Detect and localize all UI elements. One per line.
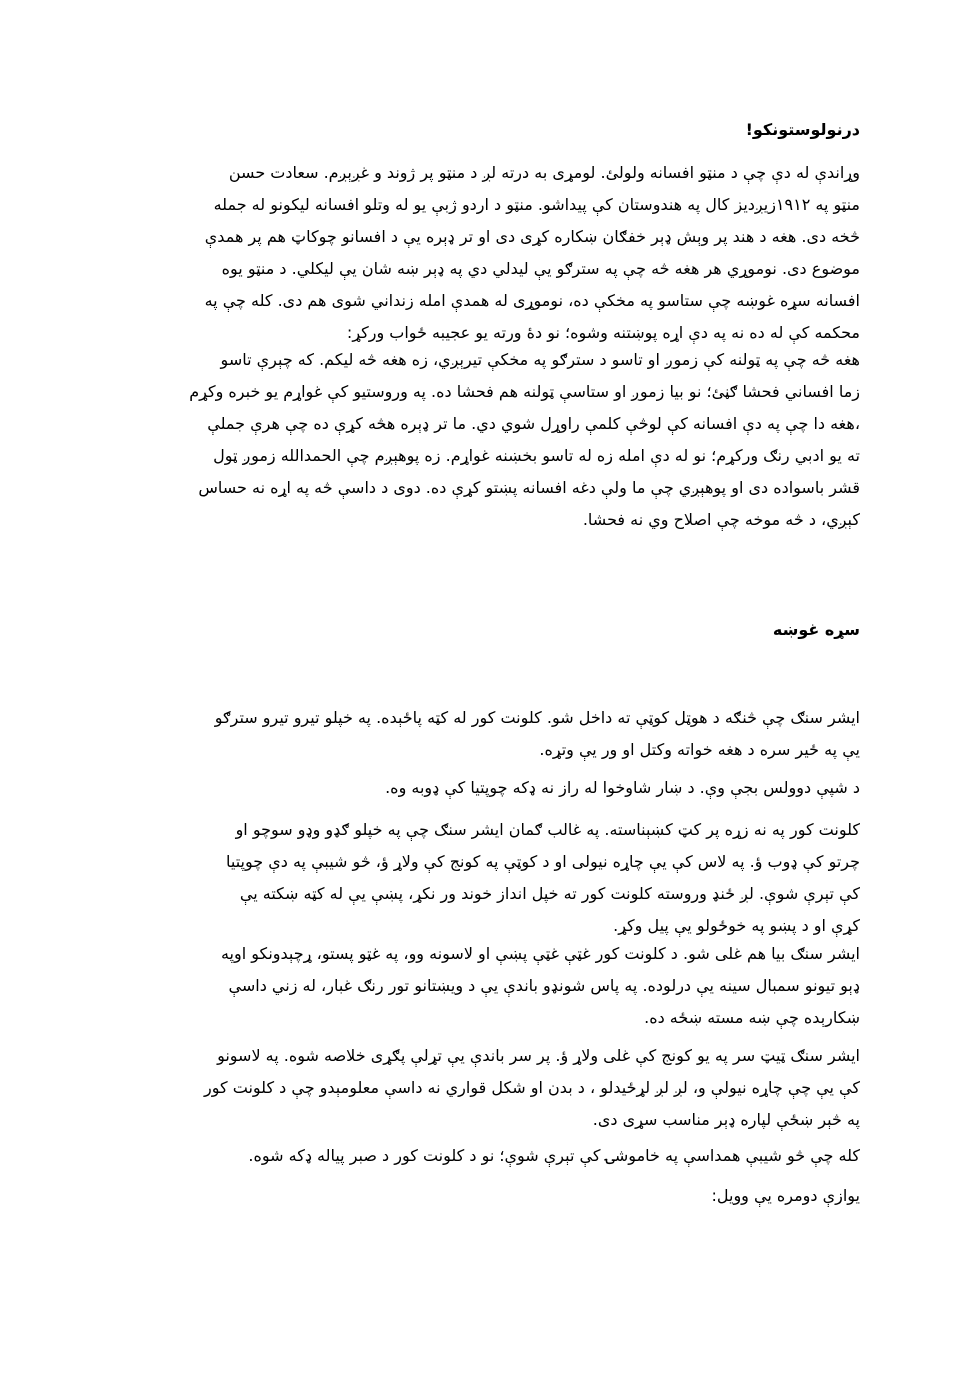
text-line: هغه څه چې په ټولنه کې زموږ او تاسو د سترګو په مخکې تیرېږي، زه هغه څه لیکم. که چېرې تاسو <box>220 350 860 369</box>
text-line: کې تېرې شوې. لږ ځنډ وروسته کلونت کور ته خپل انداز خوند ور نکړ، پښې یې له کټه ښکته یې <box>239 884 860 903</box>
story-paragraph-6 <box>118 1140 860 1172</box>
text-line: ،هغه دا چې په دې افسانه کې لوڅې کلمې راوړل شوي دي. ما تر ډېره هڅه کړې ده چې هرې جملې <box>207 414 860 433</box>
story-paragraph-2 <box>118 772 860 804</box>
text-line: کلونت کور په نه زړه پر کټ کښېناسته. په غالب ګمان ایشر سنګ چې په خپلو ګډو وډو سوچو او <box>235 820 860 839</box>
text-line: ډېو تیونو سمبال سینه یې درلوده. په پاس شونډو باندې یې د ویښتانو تور رنګ غبار، له زني داسې <box>228 976 860 995</box>
text-line: د شپې دوولس بجې وې. د ښار شاوخوا له راز نه ډکه چوپتیا کې ډوبه وه. <box>385 778 860 797</box>
intro-paragraph-1 <box>118 157 860 349</box>
story-paragraph-1 <box>118 702 860 766</box>
text-line: منټو په ۱۹۱۲زیږدیز کال په هندوستان کې پیداشو. منټو د اردو ژبې یو له وتلو افسانه لیکونو له جمله <box>213 195 860 214</box>
text-line: قشر باسواده دی او پوهېږي چې ما ولې دغه افسانه پښتو کړې ده. دوی د داسې څه په اړه نه حساس <box>198 478 860 497</box>
text-line: په څېر ښځې لپاره ډېر مناسب سړی دی. <box>592 1110 860 1129</box>
text-line: ته یو ادبي رنګ ورکړم؛ نو له دې امله زه له تاسو بخښنه غواړم. زه پوهېږم چې الحمدالله زموږ ټول <box>213 446 860 465</box>
text-line: یوازې دومره یې وویل: <box>711 1186 860 1205</box>
text-line: کې یې چې چاړه نیولې و، لږ لږ لړځیدلو ، د بدن او شکل قواري نه داسې معلومېدو چې د کلونت کور <box>204 1078 860 1097</box>
text-line: ایشر سنګ چې څنګه د هوټل کوټې ته داخل شو. کلونت کور له کټه پاځېده. په خپلو تیرو تیرو سترګو <box>214 708 860 727</box>
text-line: محکمه کې له ده نه په دې اړه پوښتنه وشوه؛ نو دهٔ ورته یو عجیبه ځواب ورکړ: <box>346 323 860 342</box>
text-line: ایشر سنګ ټیټ سر په یو کونج کې غلی ولاړ ؤ. پر سر باندې یې تړلې پګړی خلاصه شوه. په لاسونو <box>217 1046 860 1065</box>
text-line: ایشر سنګ بیا هم غلی شو. د کلونت کور غټې غټې پښې او لاسونه وو، په غټو پستو، ړچېدونکو اوپه <box>220 944 860 963</box>
section-title-readers: درنولوستونکو! <box>745 120 860 139</box>
story-paragraph-5 <box>118 1040 860 1136</box>
text-line: کله چې څو شیبې همداسې په خاموشۍ کې تېرې شوې؛ نو د کلونت کور د صبر پیاله ډکه شوه. <box>248 1146 860 1165</box>
text-line: افسانه سړه غوښه چې ستاسو په مخکې ده، نوموړی له همدې امله زنداني شوی هم دی. کله چې په <box>204 291 860 310</box>
text-line: موضوع دی. نوموړي هر هغه څه چې په سترګو یې لیدلي دي په ډېر ښه شان یې لیکلي. د منټو یوه <box>221 259 860 278</box>
story-paragraph-3 <box>118 814 860 942</box>
text-line: ښکارېده چې ښه مسته ښځه ده. <box>644 1008 860 1027</box>
intro-paragraph-2 <box>118 344 860 536</box>
text-line: چرتو کې ډوب ؤ. په لاس کې یې چاړه نیولی او د کوټې په کونج کې ولاړ ؤ، څو شیبې په دې چوپتیا <box>225 852 860 871</box>
text-line: زما افساني فحشا ګڼئ؛ نو بیا زموږ او ستاسې ټولنه هم فحشا ده. په وروستیو کې غواړم یو خبره وکړم <box>189 382 860 401</box>
story-paragraph-7 <box>118 1180 860 1212</box>
story-title: سړه غوښه <box>772 620 860 639</box>
text-line: کړې او د پښو په خوځولو یې پیل وکړ. <box>613 916 860 935</box>
text-line: وړاندې له دې چې د منټو افسانه ولولئ. لومړی به درته لږ د منټو پر ژوند و غږېږم. سعادت حسن <box>228 163 860 182</box>
story-paragraph-4 <box>118 938 860 1034</box>
text-line: کېږي، د څه موخه چې اصلاح وي نه فحشا. <box>582 510 860 529</box>
text-line: یې په ځیر سره د هغه خواته وکتل او ور یې وتړه. <box>539 740 860 759</box>
text-line: څخه دی. هغه د هند پر وېش ډېر خفګان ښکاره کړی دی او تر ډېره یې د افسانو چوکاټ هم پر همدې <box>204 227 860 246</box>
